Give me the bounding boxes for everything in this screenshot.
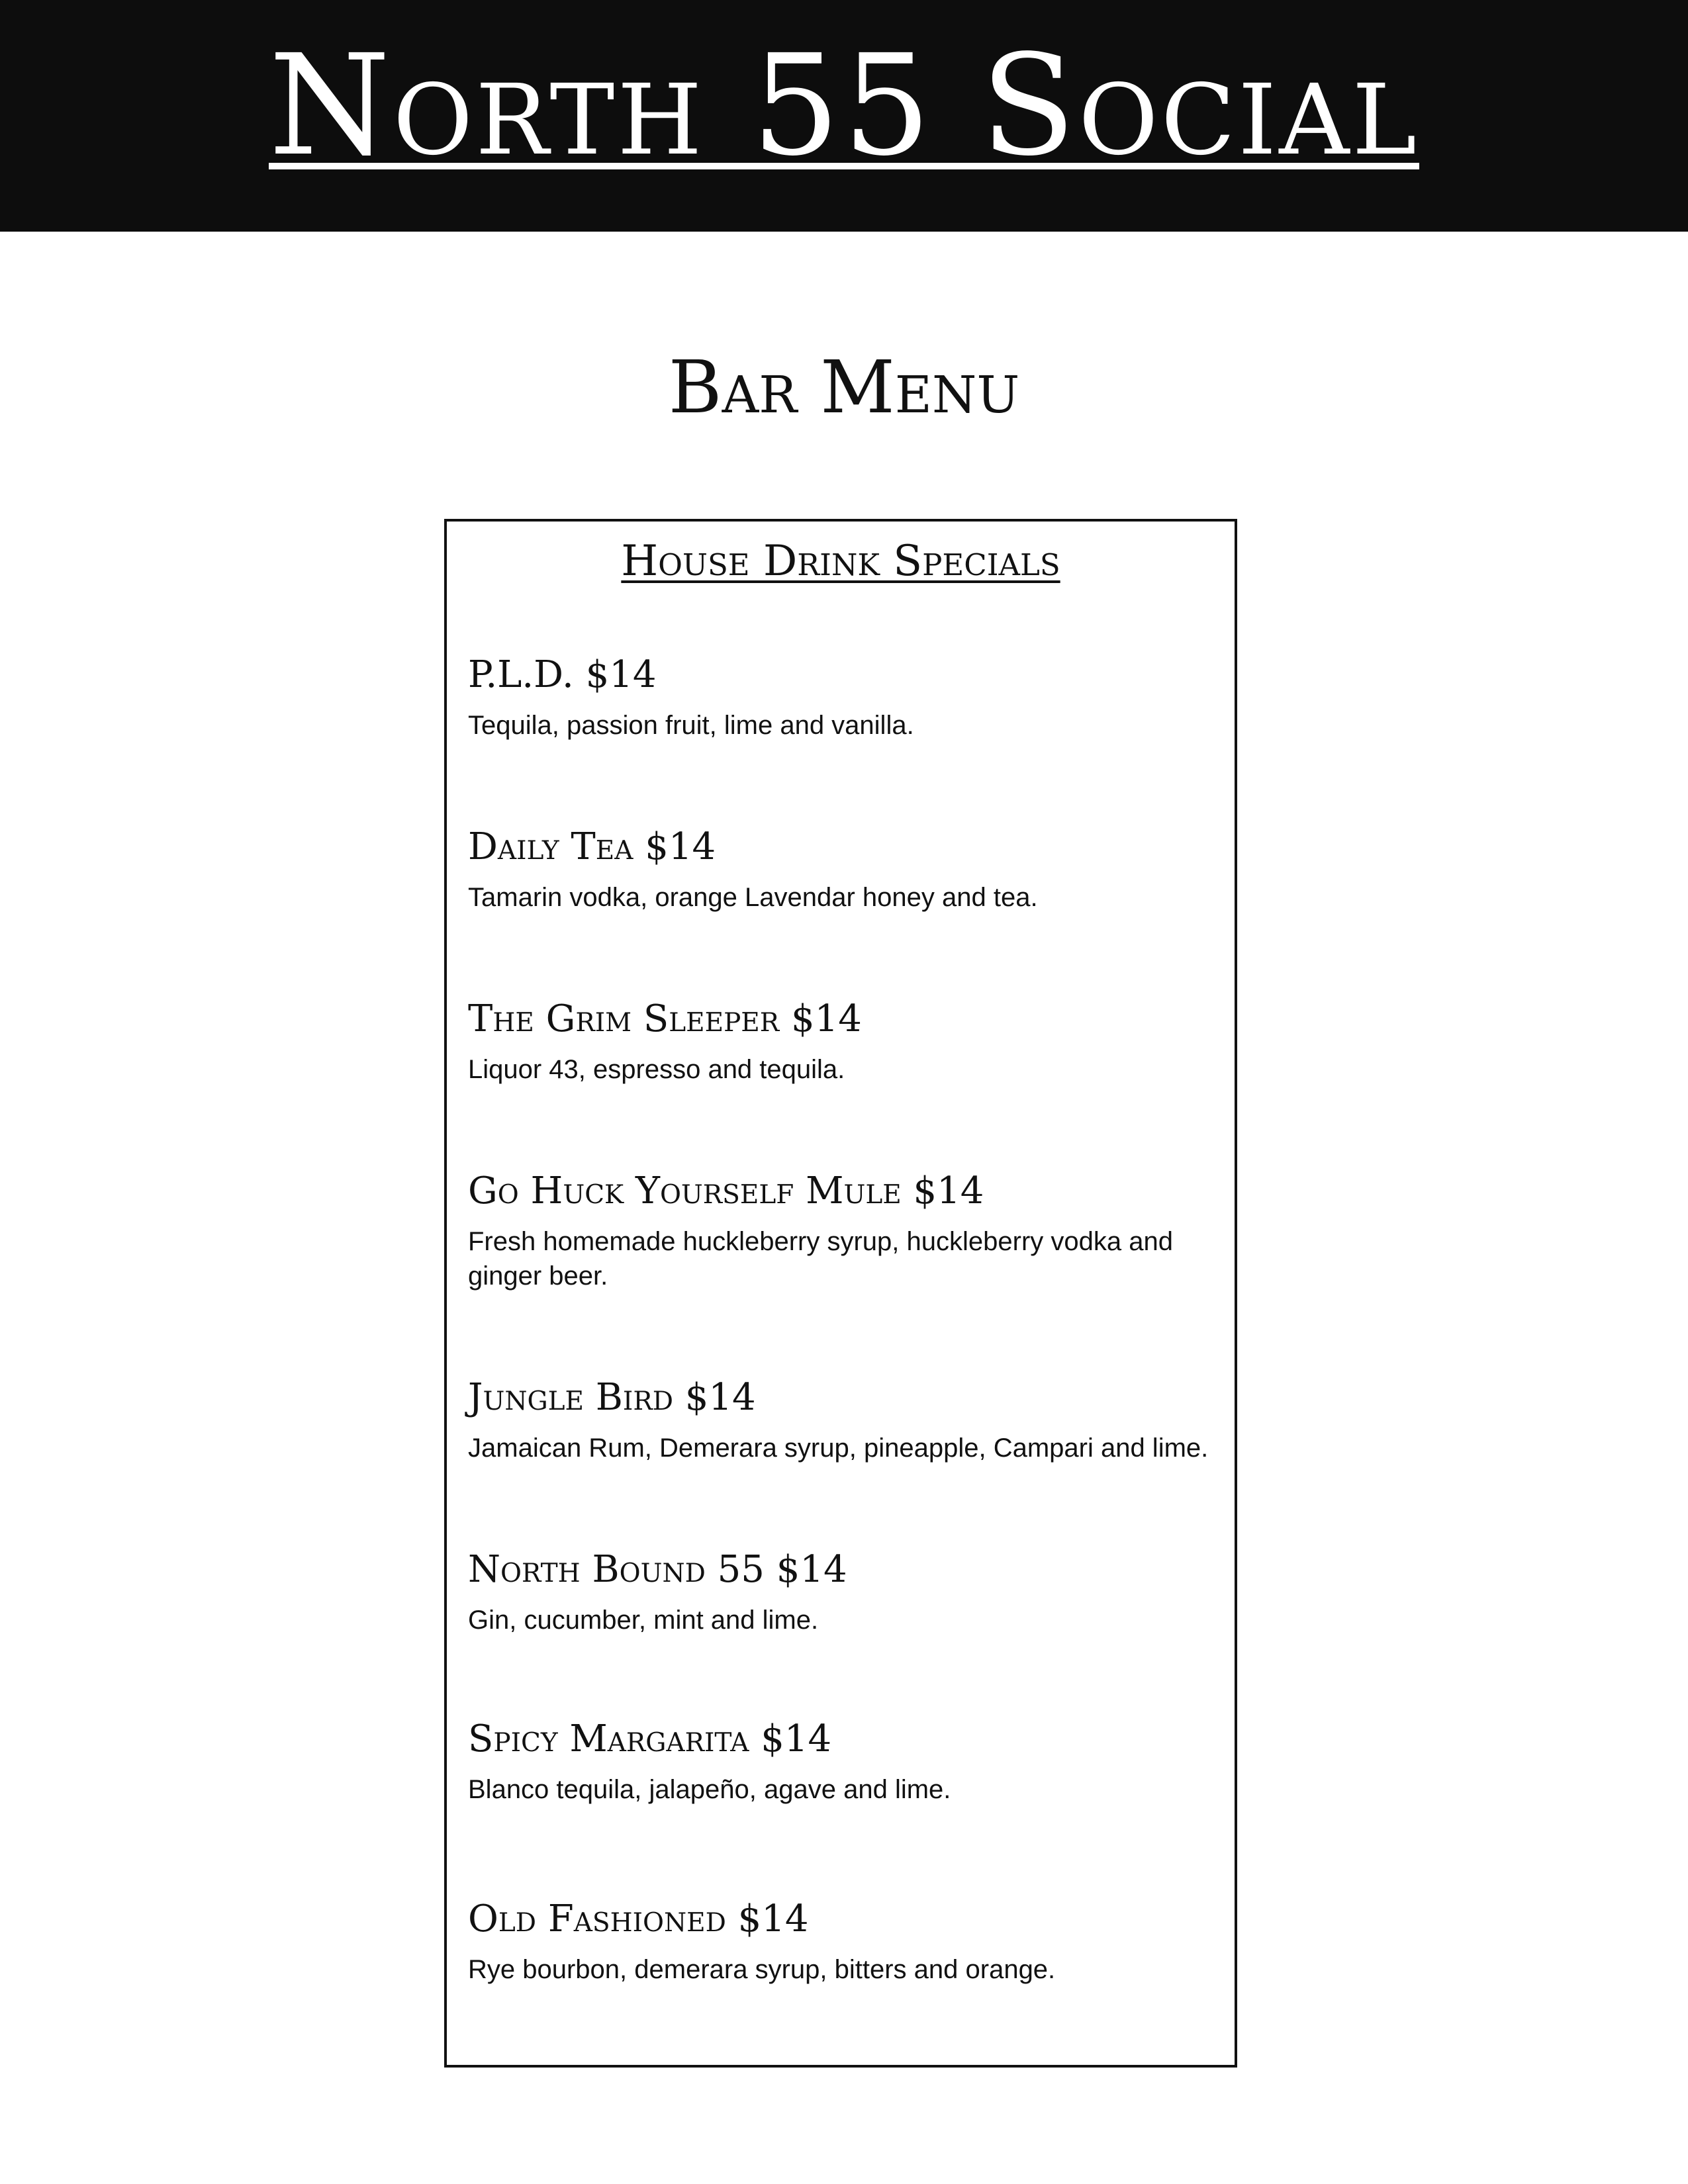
menu-item-name: The Grim Sleeper $14: [468, 997, 862, 1040]
menu-item: [468, 1170, 1209, 1293]
menu-item: [468, 826, 1209, 915]
page-title: Bar Menu: [668, 345, 1020, 430]
menu-item-description: Fresh homemade huckleberry syrup, huckleberry vodka and ginger beer.: [468, 1227, 1173, 1291]
menu-item-name: Old Fashioned $14: [468, 1897, 809, 1940]
menu-item-name: Go Huck Yourself Mule $14: [468, 1169, 984, 1212]
menu-item: [468, 1377, 1209, 1465]
menu-item: [468, 654, 1209, 743]
menu-item-name: Jungle Bird $14: [468, 1376, 756, 1419]
menu-item: [468, 1718, 1209, 1807]
section-heading: [447, 535, 1235, 588]
menu-item: [468, 1549, 1209, 1637]
menu-item-name: P.L.D. $14: [468, 653, 657, 696]
menu-item: [468, 1898, 1209, 1987]
menu-item-description: Liquor 43, espresso and tequila.: [468, 1055, 845, 1084]
menu-item-description: Blanco tequila, jalapeño, agave and lime.: [468, 1775, 951, 1804]
menu-item-description: Tamarin vodka, orange Lavendar honey and tea.: [468, 883, 1038, 912]
menu-item-name: Spicy Margarita $14: [468, 1717, 832, 1760]
menu-item-description: Jamaican Rum, Demerara syrup, pineapple, Campari and lime.: [468, 1433, 1209, 1463]
menu-item-description: Rye bourbon, demerara syrup, bitters and orange.: [468, 1955, 1056, 1984]
brand-title-text: North 55 Social: [268, 24, 1420, 187]
menu-item-description: Tequila, passion fruit, lime and vanilla.: [468, 711, 914, 740]
section-heading-text: House Drink Specials: [621, 537, 1060, 586]
menu-item-name: North Bound 55 $14: [468, 1548, 847, 1591]
menu-item-name: Daily Tea $14: [468, 825, 716, 868]
menu-item: [468, 998, 1209, 1087]
brand-title: [0, 26, 1688, 185]
specials-box: [444, 519, 1237, 2068]
menu-item-description: Gin, cucumber, mint and lime.: [468, 1606, 819, 1635]
header-band: [0, 0, 1688, 232]
